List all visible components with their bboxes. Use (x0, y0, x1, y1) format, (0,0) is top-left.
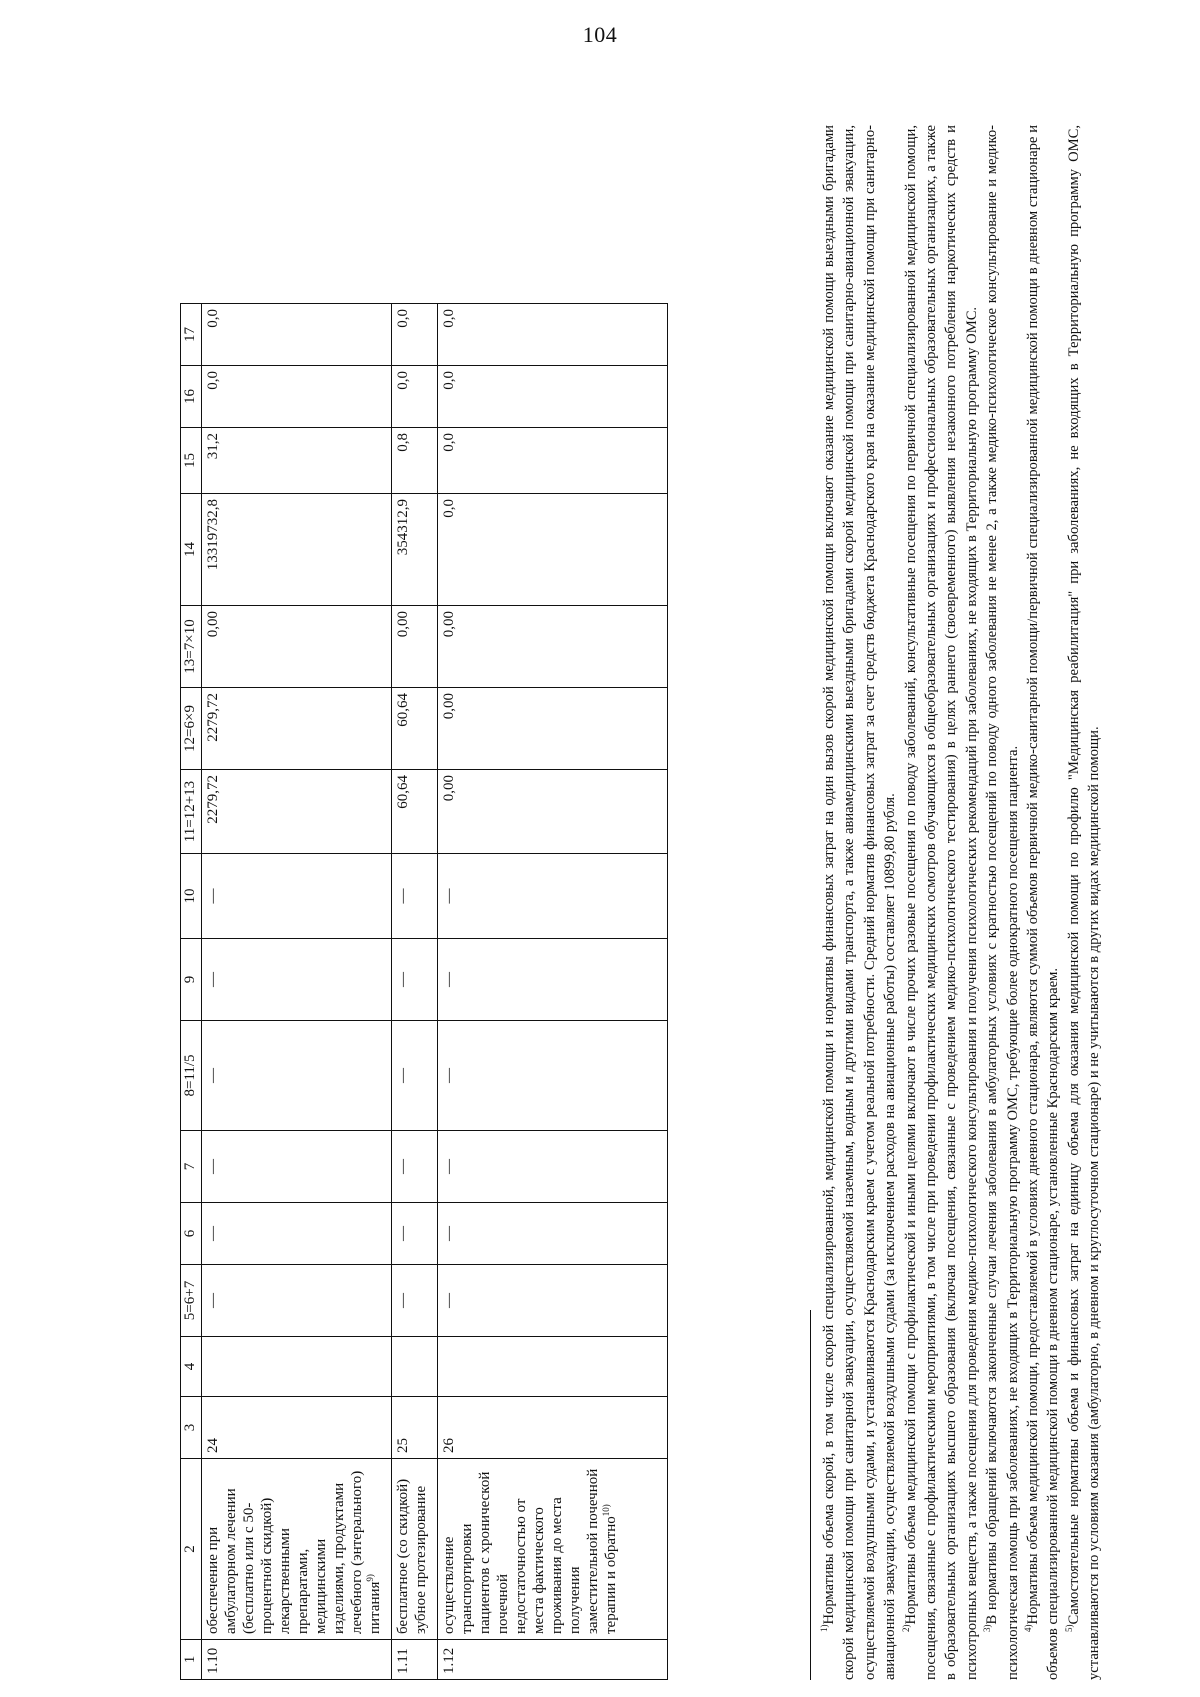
table-cell: — (392, 1131, 438, 1203)
header-cell: 11=12+13 (181, 770, 202, 854)
header-cell: 6 (181, 1203, 202, 1265)
header-cell: 10 (181, 854, 202, 939)
table-header-row (181, 304, 202, 1680)
table-cell: — (202, 854, 392, 939)
header-cell: 9 (181, 939, 202, 1021)
table-cell: 31,2 (202, 428, 392, 494)
table-cell: — (438, 939, 668, 1021)
table-cell: 0,00 (438, 606, 668, 688)
footnote-mark: 4) (1023, 1624, 1034, 1632)
header-cell: 16 (181, 366, 202, 428)
header-cell: 7 (181, 1131, 202, 1203)
header-cell: 12=6×9 (181, 688, 202, 770)
header-cell: 14 (181, 494, 202, 606)
footnote-text: Нормативы объема медицинской помощи, предоставляемой в условиях дневного стационара, являются суммой объемов первичной медико-санитарной помощи/первичной специализированной медицинской помощи в дневном стационаре и объемов специализированной медицинской помощи в дневном стационаре, установленные Краснодарским краем. (1025, 125, 1062, 1680)
table-cell: 0,00 (438, 688, 668, 770)
table-cell: — (392, 1265, 438, 1337)
line-number: 26 (438, 1397, 668, 1459)
table-cell (392, 1337, 438, 1397)
table-cell: — (202, 939, 392, 1021)
table-cell: — (202, 1203, 392, 1265)
footnote (982, 125, 1023, 1680)
footnote-divider (810, 1310, 811, 1680)
service-name-text: бесплатное (со скидкой) зубное протезирование (395, 1478, 429, 1634)
table-cell: 0,0 (438, 366, 668, 428)
footnotes (810, 125, 1105, 1680)
header-cell: 1 (181, 1640, 202, 1680)
table-cell: 0,0 (438, 494, 668, 606)
header-cell: 15 (181, 428, 202, 494)
row-number: 1.12 (438, 1640, 668, 1680)
table-cell: — (392, 1203, 438, 1265)
rotated-landscape-content (90, 80, 1190, 1680)
footnote (1064, 125, 1105, 1680)
table-cell (438, 1337, 668, 1397)
footnote-text: Нормативы объема медицинской помощи с профилактической и иными целями включают в числе прочих разовые посещения по поводу заболеваний, консультативные посещения по первичной специализированной медицинской помощи, посещения, связанные с профилактическими мероприятиями, в том числе при проведении профилактических медицинских осмотров обучающихся в общеобразовательных организациях и профессиональных образовательных организациях, а также в образовательных организациях высшего образования (включая посещения, связанные с проведением медико-психологического тестирования) в целях раннего (своевременного) выявления незаконного потребления наркотических средств и психотропных веществ, а также посещения для проведения медико-психологического консультирования и получения психологических рекомендаций при заболеваниях, не входящих в Территориальную программу ОМС. (902, 125, 980, 1680)
table-cell: — (202, 1021, 392, 1131)
norms-table (180, 303, 668, 1680)
table-cell: 354312,9 (392, 494, 438, 606)
header-cell: 17 (181, 304, 202, 366)
footnote (819, 125, 901, 1680)
row-number: 1.10 (202, 1640, 392, 1680)
footnote-mark: 5) (1064, 1624, 1075, 1632)
table-cell: 0,0 (202, 304, 392, 366)
table-cell: 0,00 (392, 606, 438, 688)
table-row (202, 304, 392, 1680)
table-cell: — (202, 1131, 392, 1203)
table-cell: 0,8 (392, 428, 438, 494)
header-cell: 5=6+7 (181, 1265, 202, 1337)
footnote-text: Самостоятельные нормативы объема и финансовых затрат на единицу объема для оказания медицинской помощи по профилю "Медицинская реабилитация" при заболеваниях, не входящих в Территориальную программу ОМС, устанавливаются по условиям оказания (амбулаторно, в дневном и круглосуточном стационаре) и не учитываются в других видах медицинской помощи. (1065, 125, 1103, 1680)
table-cell: 0,00 (202, 606, 392, 688)
service-name (202, 1459, 392, 1640)
table-cell: 0,00 (438, 770, 668, 854)
line-number: 24 (202, 1397, 392, 1459)
footnote-mark: 2) (900, 1624, 911, 1632)
service-name (438, 1459, 668, 1640)
table-cell: — (392, 854, 438, 939)
table-cell: — (438, 1203, 668, 1265)
table-row (392, 304, 438, 1680)
table-cell: 60,64 (392, 688, 438, 770)
table-cell: 13319732,8 (202, 494, 392, 606)
header-cell: 8=11/5 (181, 1021, 202, 1131)
table-cell: 0,0 (202, 366, 392, 428)
table-cell: — (438, 1021, 668, 1131)
table-cell (202, 1337, 392, 1397)
header-cell: 3 (181, 1397, 202, 1459)
footnote-mark: 3) (982, 1624, 993, 1632)
footnote (901, 125, 983, 1680)
table-row (438, 304, 668, 1680)
table-cell: 2279,72 (202, 770, 392, 854)
header-cell: 4 (181, 1337, 202, 1397)
footnote-text: В нормативы обращений включаются законченные случаи лечения заболевания в амбулаторных условиях с кратностью посещений по поводу одного заболевания не менее 2, а также медико-психологическое консультирование и медико-психологическая помощь при заболеваниях, не входящих в Территориальную программу ОМС, требующие более однократного посещения пациента. (984, 125, 1021, 1680)
header-cell: 13=7×10 (181, 606, 202, 688)
table-cell: — (438, 1265, 668, 1337)
table-cell: — (202, 1265, 392, 1337)
table-cell: — (392, 1021, 438, 1131)
footnote-mark: 1) (819, 1624, 830, 1632)
table-cell: 0,0 (438, 304, 668, 366)
table-cell: — (438, 1131, 668, 1203)
footnote-ref: 10) (601, 1504, 611, 1517)
table-cell: 60,64 (392, 770, 438, 854)
table-cell: 0,0 (392, 304, 438, 366)
service-name-text: осуществление транспортировки пациентов с хронической почечной недостаточностью от места фактического проживания до места получения заместительной почечной терапии и обратно (441, 1468, 619, 1634)
table-cell: 2279,72 (202, 688, 392, 770)
footnote-ref: 9) (365, 1574, 375, 1582)
page-number: 104 (582, 22, 618, 47)
service-name (392, 1459, 438, 1640)
header-cell: 2 (181, 1459, 202, 1640)
service-name-text: обеспечение при амбулаторном лечении (бесплатно или с 50-процентной скидкой) лекарственными препаратами, медицинскими изделиями, продуктами лечебного (энтерального) питания (205, 1470, 383, 1634)
footnote-text: Нормативы объема скорой, в том числе скорой специализированной, медицинской помощи и нормативы финансовых затрат на один вызов скорой медицинской помощи включают оказание медицинской помощи выездными бригадами скорой медицинской помощи при санитарной эвакуации, осуществляемой наземным, водным и другими видами транспорта, а также авиамедицинскими выездными бригадами скорой медицинской помощи при санитарно-авиационной эвакуации, осуществляемой воздушными судами, и устанавливаются Краснодарским краем с учетом реальной потребности. Средний норматив финансовых затрат за счет средств бюджета Краснодарского края на оказание медицинской помощи при санитарно-авиационной эвакуации, осуществляемой воздушными судами (за исключением расходов на авиационные работы) составляет 10899,80 рубля. (821, 125, 899, 1680)
table-cell: 0,0 (438, 428, 668, 494)
table-cell: 0,0 (392, 366, 438, 428)
line-number: 25 (392, 1397, 438, 1459)
footnote (1023, 125, 1064, 1680)
table-cell: — (438, 854, 668, 939)
table-cell: — (392, 939, 438, 1021)
row-number: 1.11 (392, 1640, 438, 1680)
